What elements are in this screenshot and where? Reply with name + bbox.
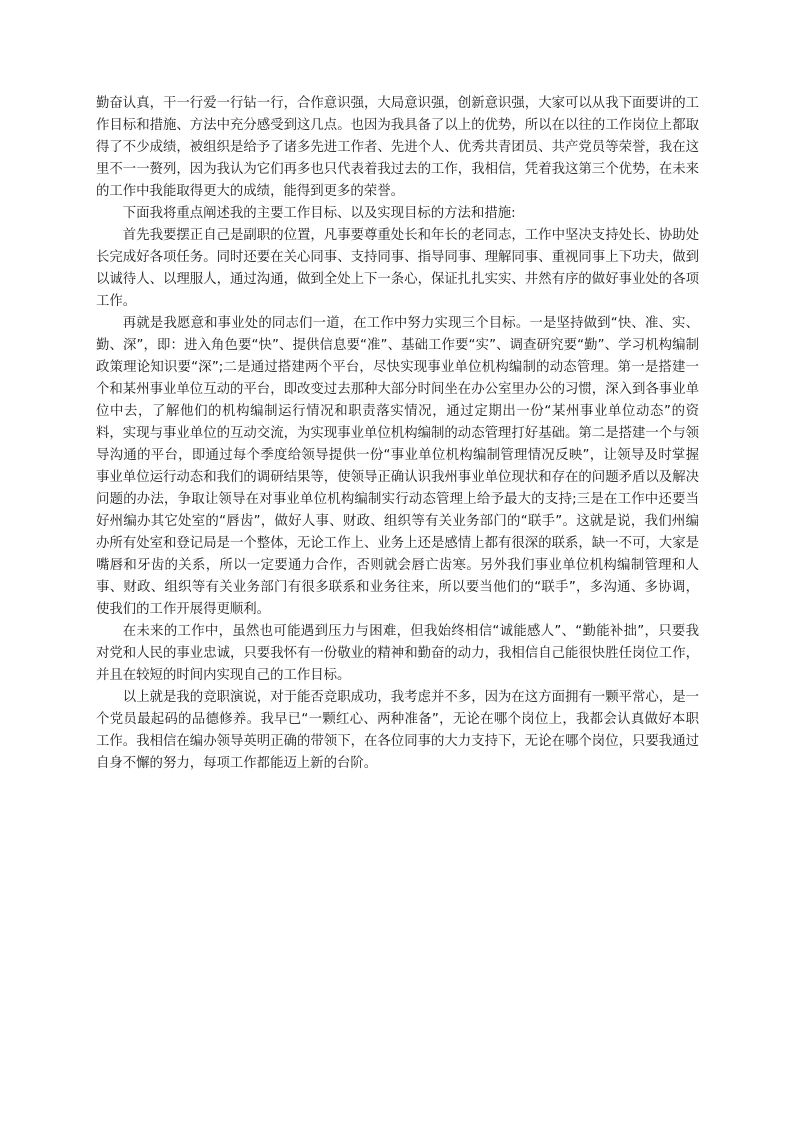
document-body: [96, 93, 699, 775]
paragraph-continuation: 勤奋认真，干一行爱一行钻一行，合作意识强，大局意识强，创新意识强，大家可以从我下面要讲的工作目标和措施、方法中充分感受到这几点。也因为我具备了以上的优势，所以在以往的工作岗位上都取得了不少成绩，被组织是给予了诸多先进工作者、先进个人、优秀共青团员、共产党员等荣誉，我在这里不一一赘列，因为我认为它们再多也只代表着我过去的工作，我相信，凭着我这第三个优势，在未来的工作中我能取得更大的成绩，能得到更多的荣誉。: [96, 96, 699, 199]
paragraph-future-work: 在未来的工作中，虽然也可能遇到压力与困难，但我始终相信“诚能感人”、“勤能补拙”，只要我对党和人民的事业忠诚，只要我怀有一份敬业的精神和勤奋的动力，我相信自己能很快胜任岗位工作，并且在较短的时间内实现自己的工作目标。: [96, 624, 699, 683]
paragraph-deputy-role: 首先我要摆正自己是副职的位置，凡事要尊重处长和年长的老同志，工作中坚决支持处长、协助处长完成好各项任务。同时还要在关心同事、支持同事、指导同事、理解同事、重视同事上下功夫，做到以诚待人、以理服人，通过沟通，做到全处上下一条心，保证扎扎实实、井然有序的做好事业处的各项工作。: [96, 228, 699, 309]
paragraph-goals-intro: 下面我将重点阐述我的主要工作目标、以及实现目标的方法和措施:: [122, 206, 516, 221]
paragraph-closing: 以上就是我的竞职演说，对于能否竞职成功，我考虑并不多，因为在这方面拥有一颗平常心，是一个党员最起码的品德修养。我早已“一颗红心、两种准备”，无论在哪个岗位上，我都会认真做好本职工作。我相信在编办领导英明正确的带领下，在各位同事的大力支持下，无论在哪个岗位，只要我通过自身不懈的努力，每项工作都能迈上新的台阶。: [96, 690, 699, 771]
paragraph-three-goals: 再就是我愿意和事业处的同志们一道，在工作中努力实现三个目标。一是坚持做到“快、准、实、勤、深”，即：进入角色要“快”、提供信息要“准”、基础工作要“实”、调查研究要“勤”、学习机构编制政策理论知识要“深”;二是通过搭建两个平台，尽快实现事业单位机构编制的动态管理。第一是搭建一个和某州事业单位互动的平台，即改变过去那种大部分时间坐在办公室里办公的习惯，深入到各事业单位中去，了解他们的机构编制运行情况和职责落实情况，通过定期出一份“某州事业单位动态”的资料，实现与事业单位的互动交流，为实现事业单位机构编制的动态管理打好基础。第二是搭建一个与领导沟通的平台，即通过每个季度给领导提供一份“事业单位机构编制管理情况反映”，让领导及时掌握事业单位运行动态和我们的调研结果等，使领导正确认识我州事业单位现状和存在的问题矛盾以及解决问题的办法，争取让领导在对事业单位机构编制实行动态管理上给予最大的支持;三是在工作中还要当好州编办其它处室的“唇齿”，做好人事、财政、组织等有关业务部门的“联手”。这就是说，我们州编办所有处室和登记局是一个整体，无论工作上、业务上还是感情上都有很深的联系，缺一不可，大家是嘴唇和牙齿的关系，所以一定要通力合作，否则就会唇亡齿寒。另外我们事业单位机构编制管理和人事、财政、组织等有关业务部门有很多联系和业务往来，所以要当他们的“联手”，多沟通、多协调，使我们的工作开展得更顺利。: [96, 316, 699, 617]
